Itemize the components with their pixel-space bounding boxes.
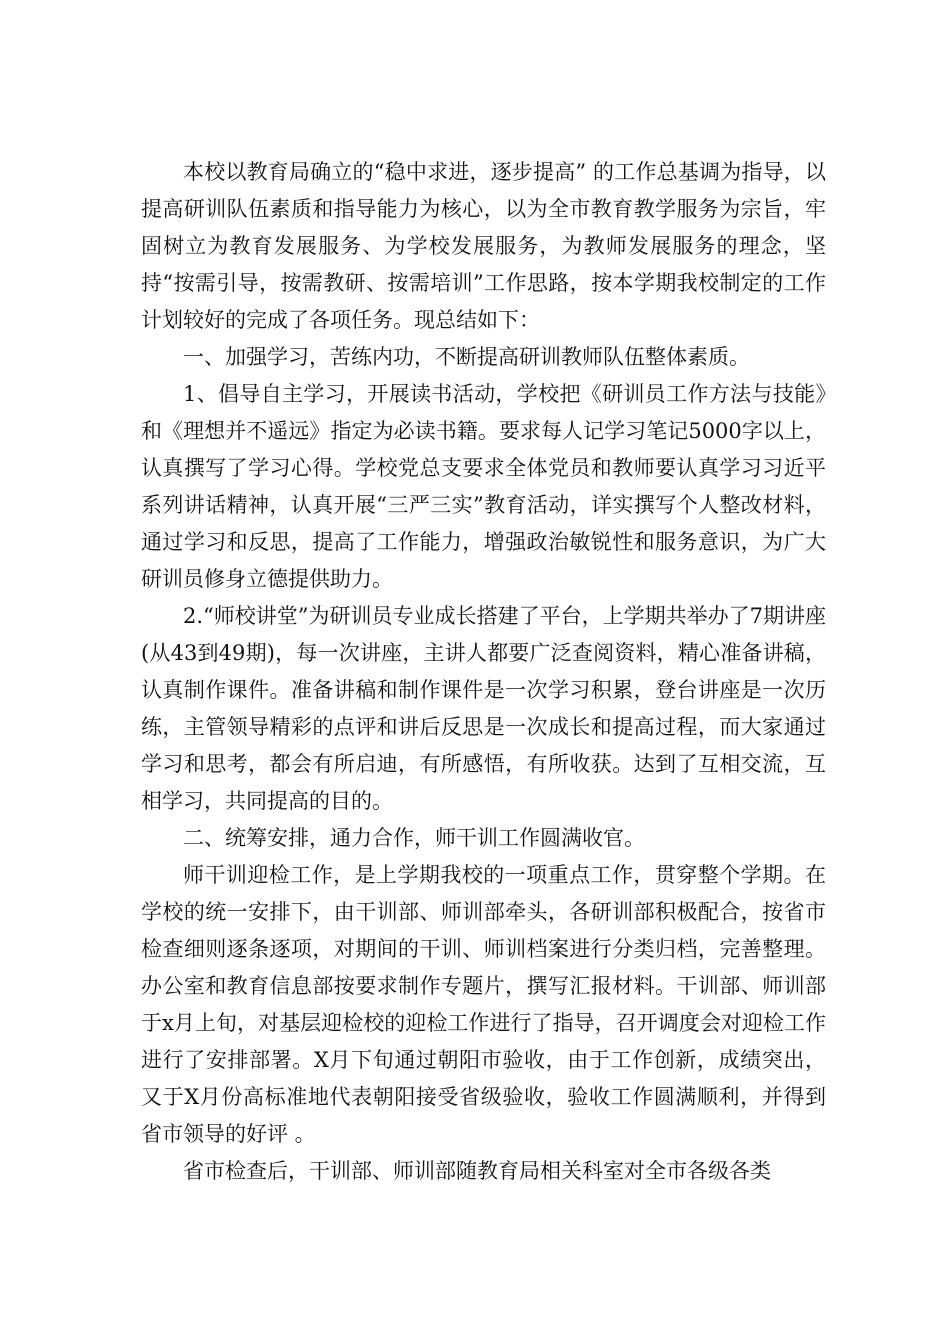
intro-paragraph: 本校以教育局确立的“稳中求进，逐步提高” 的工作总基调为指导，以提高研训队伍素质和指导能力为核心，以为全市教育教学服务为宗旨，牢固树立为教育发展服务、为学校发展服务，为教师发展服务的理念，坚持“按需引导，按需教研、按需培训”工作思路，按本学期我校制定的工作计划较好的完成了各项任务。现总结如下：: [141, 160, 826, 332]
section-heading-1: 一、加强学习，苦练内功，不断提高研训教师队伍整体素质。: [183, 345, 750, 369]
paragraph-inspection-work: 师干训迎检工作，是上学期我校的一项重点工作，贯穿整个学期。在学校的统一安排下，由干训部、师训部牵头，各研训部积极配合，按省市检查细则逐条逐项，对期间的干训、师训档案进行分类归档，完善整理。办公室和教育信息部按要求制作专题片，撰写汇报材料。干训部、师训部于x月上旬，对基层迎检校的迎检工作进行了指导，召开调度会对迎检工作进行了安排部署。X月下旬通过朝阳市验收，由于工作创新，成绩突出，又于X月份高标准地代表朝阳接受省级验收，验收工作圆满顺利，并得到省市领导的好评 。: [141, 863, 826, 1146]
paragraph-after-inspection: 省市检查后，干训部、师训部随教育局相关科室对全市各级各类: [183, 1159, 771, 1183]
paragraph-reading-activity: 1、倡导自主学习，开展读书活动，学校把《研训员工作方法与技能》和《理想并不遥远》指定为必读书籍。要求每人记学习笔记5000字以上，认真撰写了学习心得。学校党总支要求全体党员和教师要认真学习习近平系列讲话精神，认真开展“三严三实”教育活动，详实撰写个人整改材料，通过学习和反思，提高了工作能力，增强政治敏锐性和服务意识，为广大研训员修身立德提供助力。: [141, 382, 826, 591]
document-body: [141, 154, 826, 1190]
section-heading-2: 二、统筹安排，通力合作，师干训工作圆满收官。: [183, 826, 645, 850]
paragraph-lecture-hall: 2.“师校讲堂”为研训员专业成长搭建了平台，上学期共举办了7期讲座(从43到49期)，每一次讲座，主讲人都要广泛查阅资料，精心准备讲稿，认真制作课件。准备讲稿和制作课件是一次学习积累，登台讲座是一次历练，主管领导精彩的点评和讲后反思是一次成长和提高过程，而大家通过学习和思考，都会有所启迪，有所感悟，有所收获。达到了互相交流，互相学习，共同提高的目的。: [141, 604, 826, 813]
